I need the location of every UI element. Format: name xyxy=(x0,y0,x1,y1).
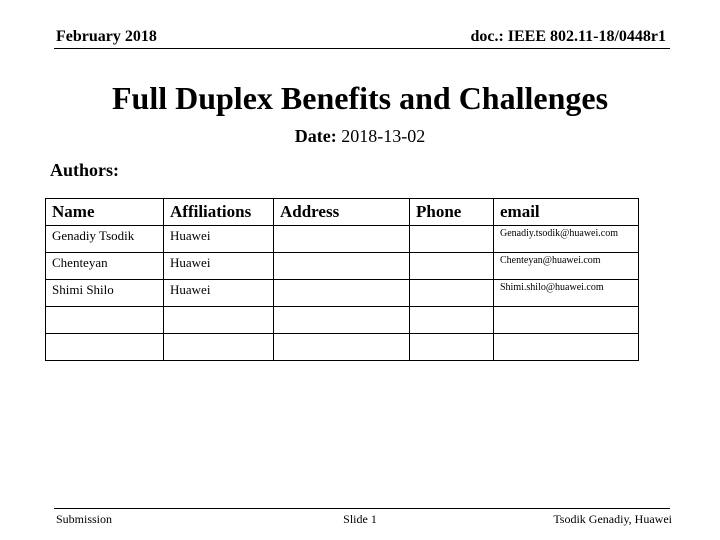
author-name xyxy=(46,334,164,361)
author-phone xyxy=(410,307,494,334)
table-row xyxy=(46,280,639,307)
author-address xyxy=(274,226,410,253)
author-name: Genadiy Tsodik xyxy=(46,226,164,253)
author-affiliation xyxy=(164,334,274,361)
header-date: February 2018 xyxy=(56,28,157,45)
header-email: email xyxy=(494,199,639,226)
footer-author: Tsodik Genadiy, Huawei xyxy=(553,512,672,526)
author-email: Genadiy.tsodik@huawei.com xyxy=(494,226,639,253)
slide-title: Full Duplex Benefits and Challenges xyxy=(111,80,609,116)
header-phone: Phone xyxy=(410,199,494,226)
footer-divider xyxy=(54,508,670,509)
header-name: Name xyxy=(46,199,164,226)
authors-table xyxy=(45,198,639,361)
author-name: Shimi Shilo xyxy=(46,280,164,307)
header-doc-id: doc.: IEEE 802.11-18/0448r1 xyxy=(470,28,666,45)
author-address xyxy=(274,280,410,307)
header-affiliations: Affiliations xyxy=(164,199,274,226)
table-row xyxy=(46,226,639,253)
author-address xyxy=(274,334,410,361)
header-divider xyxy=(54,48,670,49)
author-phone xyxy=(410,253,494,280)
author-email xyxy=(494,334,639,361)
author-affiliation xyxy=(164,307,274,334)
date-value: 2018-13-02 xyxy=(341,126,426,146)
author-affiliation: Huawei xyxy=(164,253,274,280)
header-address: Address xyxy=(274,199,410,226)
author-email: Shimi.shilo@huawei.com xyxy=(494,280,639,307)
date-line xyxy=(0,126,720,147)
table-row xyxy=(46,334,639,361)
table-row xyxy=(46,253,639,280)
author-phone xyxy=(410,280,494,307)
author-email: Chenteyan@huawei.com xyxy=(494,253,639,280)
table-row xyxy=(46,307,639,334)
footer-submission: Submission xyxy=(56,512,113,526)
author-address xyxy=(274,253,410,280)
date-label: Date: xyxy=(294,126,337,146)
author-address xyxy=(274,307,410,334)
author-phone xyxy=(410,334,494,361)
author-affiliation: Huawei xyxy=(164,226,274,253)
author-name: Chenteyan xyxy=(46,253,164,280)
author-phone xyxy=(410,226,494,253)
author-name xyxy=(46,307,164,334)
authors-label: Authors: xyxy=(50,160,120,180)
table-header-row xyxy=(46,199,639,226)
author-email xyxy=(494,307,639,334)
footer-slide-number: Slide 1 xyxy=(343,512,377,526)
author-affiliation: Huawei xyxy=(164,280,274,307)
